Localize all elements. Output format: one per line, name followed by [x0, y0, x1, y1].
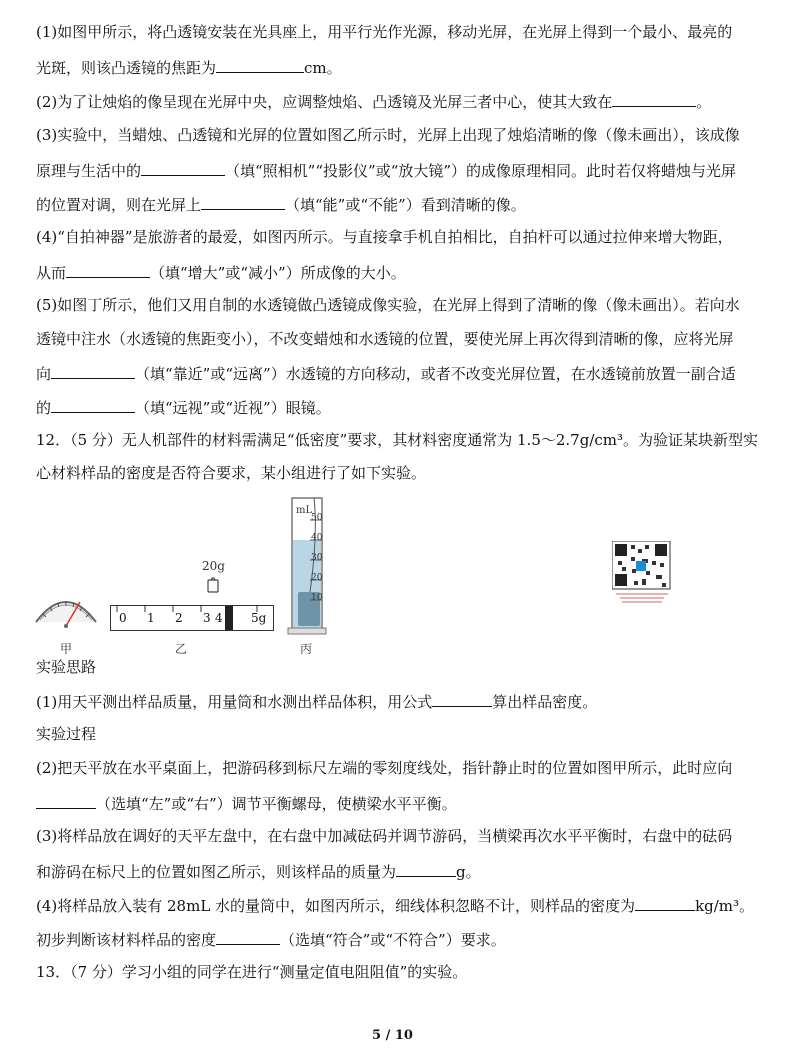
cylinder-tick: 40: [311, 533, 323, 543]
q11-part1: (1)如图甲所示，将凸透镜安装在光具座上，用平行光作光源，移动光屏，在光屏上得到一个最小、最亮的: [36, 23, 733, 41]
q11-part5-cont: 透镜中注水（水透镜的焦距变小），不改变蜡烛和水透镜的位置，要使光屏上再次得到清晰的像，应将光屏: [36, 330, 734, 348]
answer-blank[interactable]: [201, 193, 285, 210]
cylinder-unit: mL: [296, 505, 313, 516]
q12-stem-cont: 心材料样品的密度是否符合要求，某小组进行了如下实验。: [36, 464, 427, 482]
answer-blank[interactable]: [216, 928, 280, 945]
weight-label: 20g: [202, 559, 225, 573]
q12-part1: [36, 690, 597, 712]
section-heading: 实验思路: [36, 658, 97, 676]
section-heading: 实验过程: [36, 725, 97, 743]
ruler-tick: 3: [203, 611, 211, 625]
cylinder-tick: 10: [311, 593, 323, 603]
text: kg/m³。: [695, 897, 755, 915]
answer-blank[interactable]: [612, 90, 696, 107]
q11-part4-cont: [36, 261, 406, 283]
q11-part3: (3)实验中，当蜡烛、凸透镜和光屏的位置如图乙所示时，光屏上出现了烛焰清晰的像（像未画出），该成像: [36, 126, 740, 144]
q12-part3-cont: [36, 860, 481, 882]
ruler-tick: 1: [147, 611, 155, 625]
qr-code-icon: [612, 541, 672, 603]
figure-label-yi: 乙: [175, 642, 188, 656]
q11-part5: (5)如图丁所示，他们又用自制的水透镜做凸透镜成像实验，在光屏上得到了清晰的像（像未画出）。若向水: [36, 296, 740, 314]
figure-label-jia: 甲: [60, 642, 73, 656]
cylinder-tick: 50: [311, 513, 323, 523]
text: 的位置对调，则在光屏上: [36, 196, 202, 214]
answer-blank[interactable]: [66, 261, 150, 278]
q11-part3-cont2: [36, 193, 526, 215]
q12-part3: (3)将样品放在调好的天平左盘中，在右盘中加减砝码并调节游码，当横梁再次水平平衡时，右盘中的砝码: [36, 827, 733, 845]
ruler-tick: 2: [175, 611, 183, 625]
text: 初步判断该材料样品的密度: [36, 931, 217, 949]
figure-yi-weight-icon: [206, 576, 220, 594]
cylinder-tick: 20: [311, 573, 323, 583]
answer-blank[interactable]: [36, 792, 96, 809]
figure-yi-ruler: [110, 605, 274, 631]
text: （填“靠近”或“远离”）水透镜的方向移动，或者不改变光屏位置，在水透镜前放置一副合适: [135, 365, 736, 383]
text: g。: [456, 863, 481, 881]
ruler-tick: 0: [119, 611, 127, 625]
figure-label-bing: 丙: [300, 642, 313, 656]
answer-blank[interactable]: [51, 396, 135, 413]
ruler-tick: 4: [215, 611, 223, 625]
q11-part5-cont2: [36, 362, 736, 384]
q12-stem: 12．（5 分）无人机部件的材料需满足“低密度”要求，其材料密度通常为 1.5～2.7g/cm³。为验证某块新型实: [36, 431, 759, 449]
figure-jia-balance-scale: [30, 588, 102, 630]
page-number: 5 / 10: [372, 1028, 413, 1043]
q12-part2: (2)把天平放在水平桌面上，把游码移到标尺左端的零刻度线处，指针静止时的位置如图甲所示，此时应向: [36, 759, 733, 777]
q11-part4: (4)“自拍神器”是旅游者的最爱，如图丙所示。与直接拿手机自拍相比，自拍杆可以通过拉伸来增大物距，: [36, 228, 733, 246]
text: （填“照相机”“投影仪”或“放大镜”）的成像原理相同。此时若仅将蜡烛与光屏: [225, 162, 737, 180]
text: (4)将样品放入装有 28mL 水的量筒中，如图丙所示，细线体积忽略不计，则样品的密度为: [36, 897, 636, 915]
q13-stem: 13．（7 分）学习小组的同学在进行“测量定值电阻阻值”的实验。: [36, 963, 468, 981]
text: （选填“左”或“右”）调节平衡螺母，使横梁水平平衡。: [96, 795, 457, 813]
q12-part2-cont: [36, 792, 457, 814]
text: （填“远视”或“近视”）眼镜。: [135, 399, 331, 417]
text: 。: [696, 93, 712, 111]
text: (1)用天平测出样品质量，用量筒和水测出样品体积，用公式: [36, 693, 433, 711]
text: cm。: [304, 59, 342, 77]
text: 和游码在标尺上的位置如图乙所示，则该样品的质量为: [36, 863, 397, 881]
text: （选填“符合”或“不符合”）要求。: [280, 931, 506, 949]
text: 从而: [36, 264, 67, 282]
cylinder-tick: 30: [311, 553, 323, 563]
q11-part1-cont: [36, 56, 342, 78]
q11-part2: [36, 90, 711, 112]
answer-blank[interactable]: [216, 56, 304, 73]
text: (2)为了让烛焰的像呈现在光屏中央，应调整烛焰、凸透镜及光屏三者中心，使其大致在: [36, 93, 613, 111]
q11-part3-cont: [36, 159, 736, 181]
answer-blank[interactable]: [141, 159, 225, 176]
text: （填“能”或“不能”）看到清晰的像。: [285, 196, 526, 214]
answer-blank[interactable]: [51, 362, 135, 379]
text: 的: [36, 399, 52, 417]
text: 原理与生活中的: [36, 162, 142, 180]
text: 向: [36, 365, 52, 383]
text: 光斑，则该凸透镜的焦距为: [36, 59, 217, 77]
q12-part4: [36, 894, 754, 916]
q12-part4-cont: [36, 928, 506, 950]
ruler-tick: 5g: [251, 611, 267, 625]
q11-part5-cont3: [36, 396, 331, 418]
text: （填“增大”或“减小”）所成像的大小。: [150, 264, 406, 282]
answer-blank[interactable]: [635, 894, 695, 911]
text: 算出样品密度。: [492, 693, 598, 711]
answer-blank[interactable]: [396, 860, 456, 877]
answer-blank[interactable]: [432, 690, 492, 707]
